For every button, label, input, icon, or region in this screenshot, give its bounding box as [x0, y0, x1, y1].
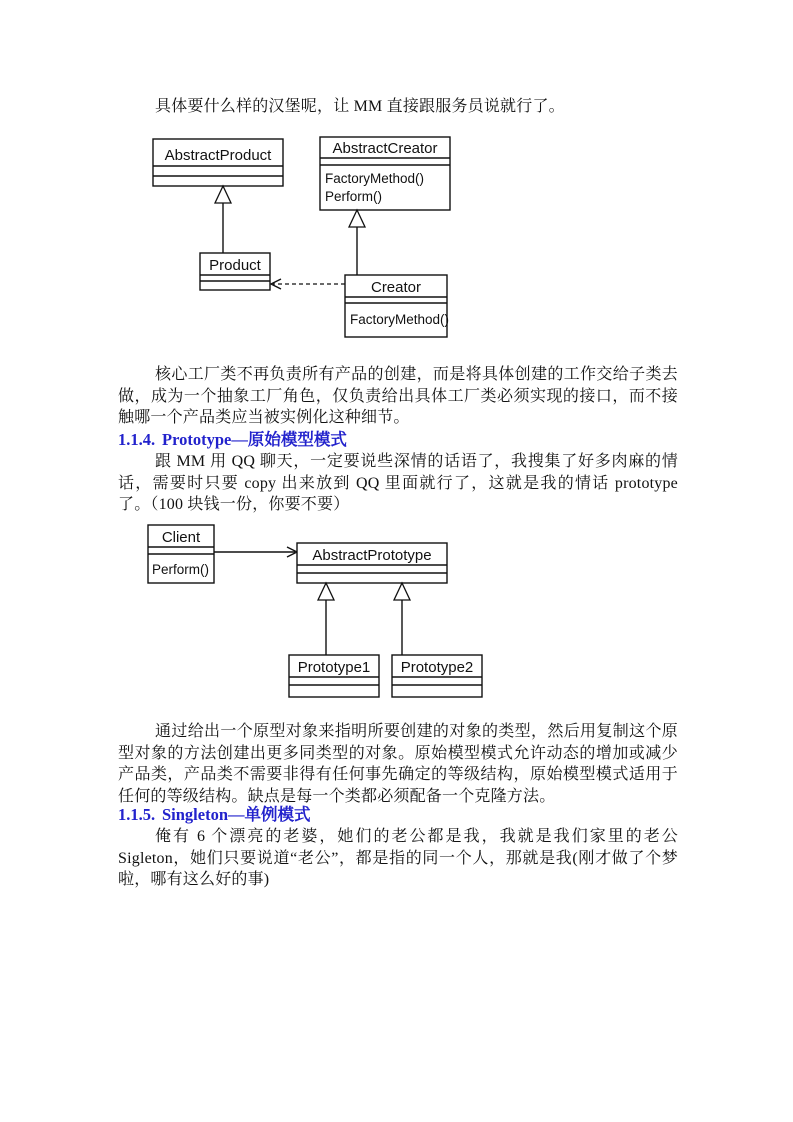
intro-paragraph: 具体要什么样的汉堡呢，让 MM 直接跟服务员说就行了。 [155, 98, 565, 115]
prototype1-class-box [289, 655, 379, 697]
factory-summary-paragraph: 核心工厂类不再负责所有产品的创建，而是将具体创建的工作交给子类去做，成为一个抽象工厂角色，仅负责给出具体工厂类必须实现的接口，而不接触哪一个产品类应当被实例化这种细节。 [118, 366, 678, 427]
prototype1-class-name: Prototype1 [297, 659, 371, 676]
factory-method-diagram [145, 134, 465, 346]
generalization-arrow-product [215, 186, 231, 253]
prototype-summary-paragraph: 通过给出一个原型对象来指明所要创建的对象的类型，然后用复制这个原型对象的方法创建出更多同类型的对象。原始模型模式允许动态的增加或减少产品类，产品类不需要非得有任何事先确定的等级结构，原始模型模式适用于任何的等级结构。缺点是每一个类都必须配备一个克隆方法。 [118, 723, 678, 806]
section-heading-singleton [118, 804, 678, 826]
generalization-arrow-prototype1 [318, 583, 334, 655]
product-class-name: Product [209, 257, 261, 274]
prototype-story-paragraph: 跟 MM 用 QQ 聊天，一定要说些深情的话语了，我搜集了好多肉麻的情话，需要时只要 copy 出来放到 QQ 里面就行了，这就是我的情话 prototype 了。（100 块钱一份，你要不要） [118, 453, 678, 514]
abstractproduct-class-box [153, 139, 283, 186]
abstractcreator-class-name: AbstractCreator [332, 140, 438, 157]
creator-method-factorymethod: FactoryMethod() [350, 312, 450, 327]
prototype2-class-name: Prototype2 [400, 659, 474, 676]
section-number: 1.1.4. [118, 430, 156, 449]
creator-class-name: Creator [370, 279, 422, 296]
dependency-arrow-creator-product [271, 279, 345, 289]
prototype-diagram [145, 518, 485, 700]
association-arrow-client [214, 547, 297, 557]
section-title: Singleton—单例模式 [162, 805, 311, 824]
abstractproduct-class-name: AbstractProduct [164, 147, 272, 164]
client-method-perform: Perform() [152, 562, 209, 577]
abstractcreator-method-perform: Perform() [325, 189, 382, 204]
client-class-box [148, 525, 214, 583]
creator-class-box [345, 275, 449, 337]
abstractcreator-class-box [320, 137, 450, 210]
product-class-box [200, 253, 270, 290]
generalization-arrow-creator [349, 210, 365, 275]
abstractcreator-method-factorymethod: FactoryMethod() [325, 171, 425, 186]
abstractprototype-class-box [297, 543, 447, 583]
singleton-story-paragraph: 俺有 6 个漂亮的老婆，她们的老公都是我，我就是我们家里的老公 Sigleton，她们只要说道“老公”，都是指的同一个人，那就是我(刚才做了个梦啦，哪有这么好的事) [118, 828, 678, 889]
client-class-name: Client [161, 529, 201, 546]
abstractprototype-class-name: AbstractPrototype [312, 547, 432, 564]
prototype2-class-box [392, 655, 482, 697]
section-number: 1.1.5. [118, 805, 156, 824]
section-heading-prototype [118, 429, 678, 451]
section-title: Prototype—原始模型模式 [162, 430, 347, 449]
generalization-arrow-prototype2 [394, 583, 410, 655]
